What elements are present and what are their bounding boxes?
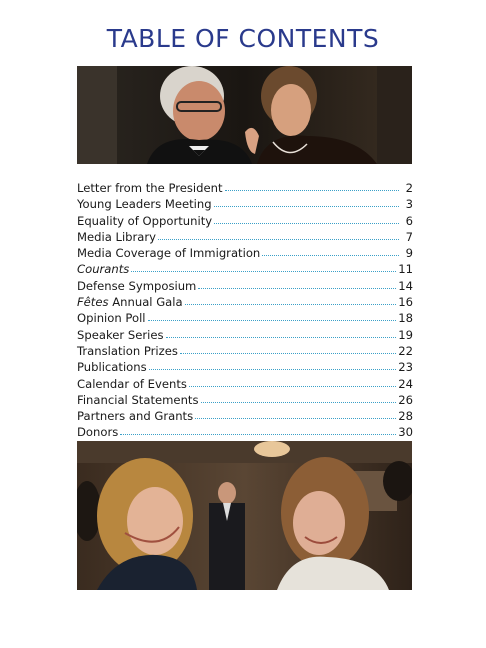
toc-entry-page: 11: [398, 262, 413, 277]
toc-entry[interactable]: [77, 245, 413, 261]
toc-entry-page: 19: [398, 327, 413, 342]
leader-dots: [214, 205, 399, 207]
leader-dots: [214, 222, 399, 224]
toc-entry-label-italic: Fêtes: [77, 295, 109, 310]
leader-dots: [149, 368, 397, 370]
toc-entry[interactable]: [77, 392, 413, 408]
toc-entry-page: 18: [398, 311, 413, 326]
toc-entry-page: 30: [398, 425, 413, 440]
toc-entry-label: Defense Symposium: [77, 278, 197, 293]
toc-entry-page: 3: [405, 197, 413, 212]
toc-entry-label: [77, 294, 183, 310]
toc-entry[interactable]: [77, 196, 413, 212]
toc-entry[interactable]: [77, 229, 413, 245]
toc-entry-page: 2: [405, 181, 413, 195]
toc-entry-label: Calendar of Events: [77, 376, 187, 391]
leader-dots: [225, 189, 399, 191]
toc-entry-label: Opinion Poll: [77, 311, 146, 326]
toc-entry-label: Partners and Grants: [77, 409, 194, 424]
leader-dots: [198, 287, 396, 289]
leader-dots: [148, 319, 397, 321]
toc-entry-label-rest: Annual Gala: [108, 295, 183, 310]
top-photo: [77, 66, 412, 164]
toc-entry-label: Donors: [77, 425, 119, 440]
toc-entry-page: 9: [405, 246, 413, 261]
toc-entry[interactable]: [77, 180, 413, 196]
toc-entry[interactable]: [77, 343, 413, 359]
leader-dots: [262, 254, 399, 256]
toc-entry-label: Translation Prizes: [77, 343, 178, 358]
toc-entry-label: Courants: [77, 262, 130, 277]
toc-entry-page: 24: [398, 376, 413, 391]
toc-entry-label: Financial Statements: [77, 392, 199, 407]
toc-entry-label: Letter from the President: [77, 181, 223, 195]
leader-dots: [120, 433, 396, 435]
leader-dots: [166, 336, 397, 338]
leader-dots: [180, 352, 396, 354]
leader-dots: [185, 303, 397, 305]
toc-entry[interactable]: [77, 376, 413, 392]
toc-entry-page: 14: [398, 278, 413, 293]
toc-entry-label: Media Library: [77, 229, 157, 244]
toc-entry[interactable]: [77, 294, 413, 310]
toc-entry-page: 7: [405, 229, 413, 244]
page-title: TABLE OF CONTENTS: [106, 24, 380, 53]
toc-entry-page: 23: [398, 360, 413, 375]
toc-entry-label: Equality of Opportunity: [77, 213, 213, 228]
toc-entry[interactable]: [77, 278, 413, 294]
toc-entry-page: 26: [398, 392, 413, 407]
toc-entry[interactable]: [77, 213, 413, 229]
leader-dots: [158, 238, 399, 240]
toc-entry[interactable]: [77, 424, 413, 440]
toc-entry[interactable]: [77, 261, 413, 277]
toc-entry[interactable]: [77, 310, 413, 326]
toc-entry-page: 28: [398, 409, 413, 424]
leader-dots: [195, 417, 396, 419]
toc-entry-page: 6: [405, 213, 413, 228]
toc-entry[interactable]: [77, 408, 413, 424]
leader-dots: [189, 385, 396, 387]
leader-dots: [131, 270, 396, 272]
toc-entry[interactable]: [77, 327, 413, 343]
toc-entry-page: 22: [398, 343, 413, 358]
toc-entry-label: Young Leaders Meeting: [77, 197, 212, 212]
toc-entry-label: Speaker Series: [77, 327, 164, 342]
toc-entry-page: 16: [398, 295, 413, 310]
toc-entry-label: Publications: [77, 360, 147, 375]
leader-dots: [201, 401, 397, 403]
toc-entry[interactable]: [77, 359, 413, 375]
bottom-photo: [77, 441, 412, 590]
toc-entry-label: Media Coverage of Immigration: [77, 246, 261, 261]
table-of-contents: [77, 180, 413, 441]
